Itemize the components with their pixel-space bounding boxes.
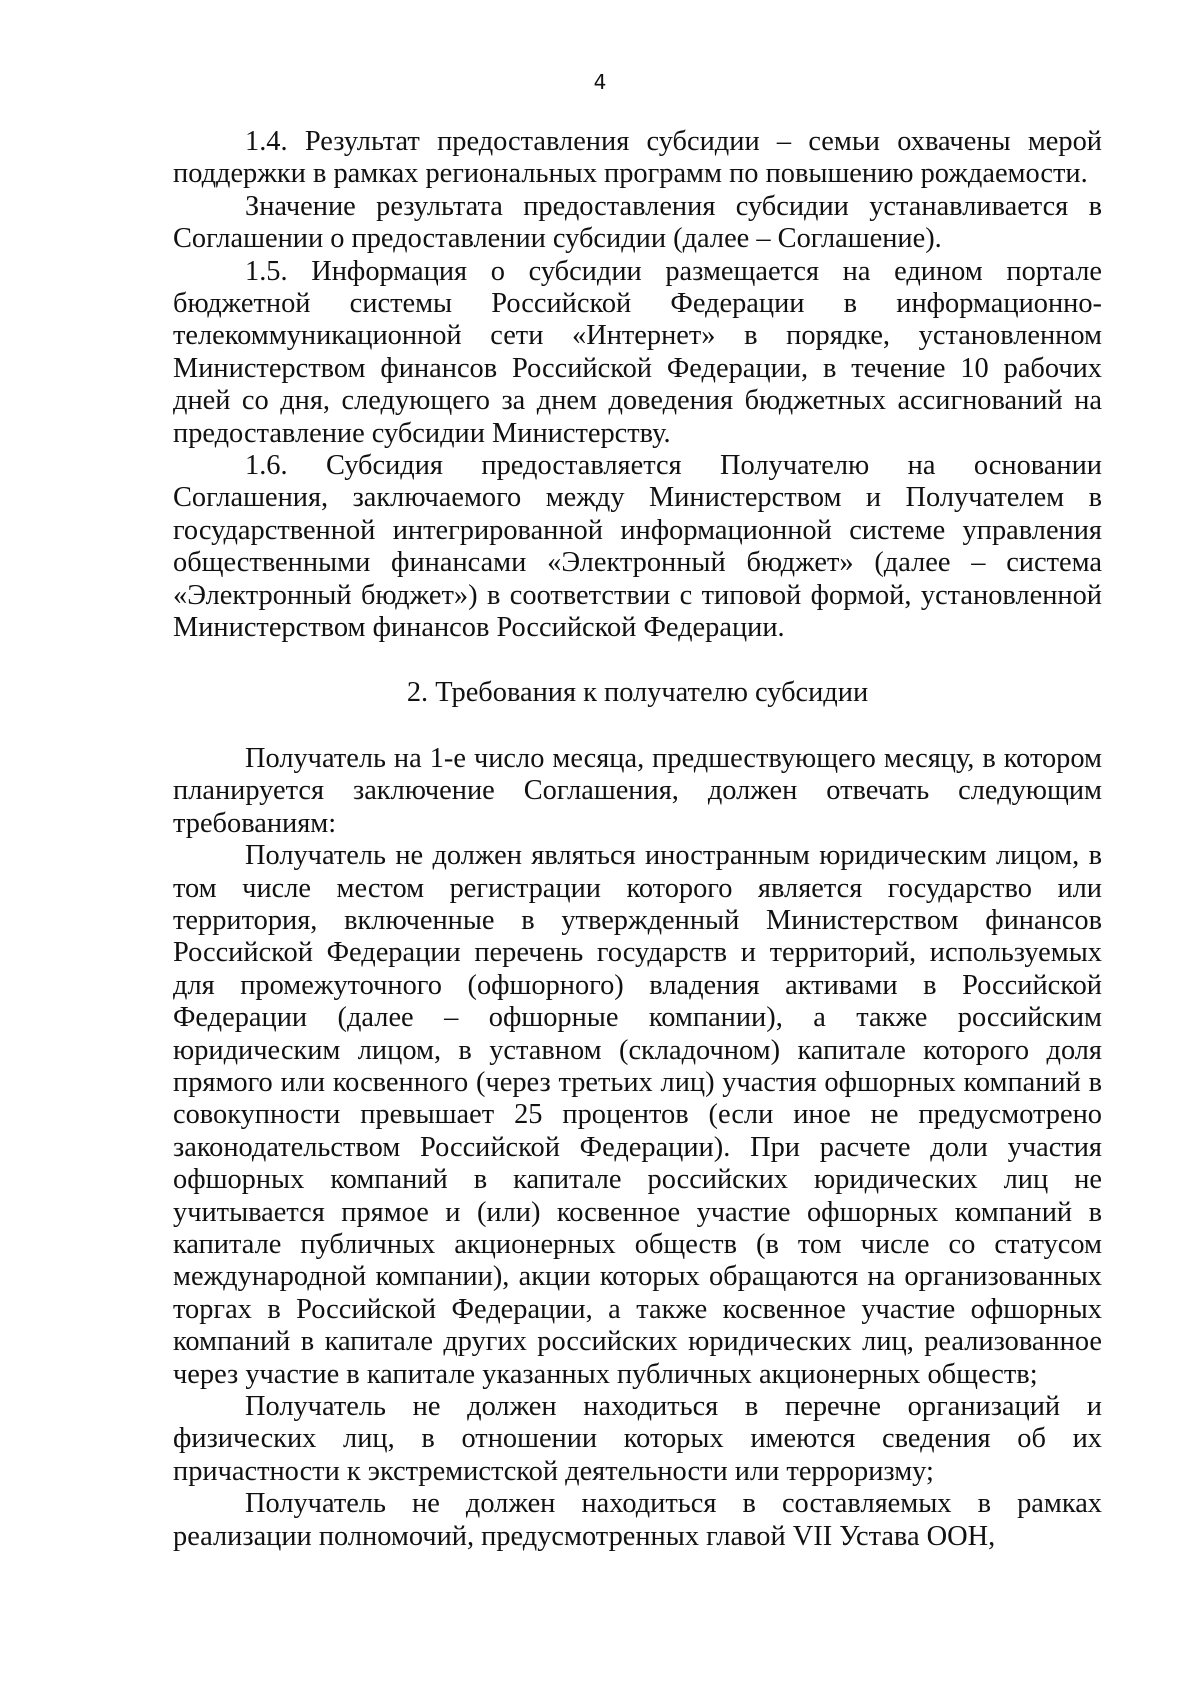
paragraph-1-6-subsidy: 1.6. Субсидия предоставляется Получателю на основании Соглашения, заключаемого между Министерством и Получателем в государственной интегрированной информационной системе управления общественными финансами «Электронный бюджет» (далее – система «Электронный бюджет») в соответствии с типовой формой, установленной Министерством финансов Российской Федерации. xyxy=(173,450,1102,644)
paragraph-1-4-result: 1.4. Результат предоставления субсидии – семьи охвачены мерой поддержки в рамках региональных программ по повышению рождаемости. xyxy=(173,126,1102,190)
paragraph-un-list-requirement: Получатель не должен находиться в составляемых в рамках реализации полномочий, предусмотренных главой VII Устава ООН, xyxy=(173,1488,1102,1552)
paragraph-result-value: Значение результата предоставления субсидии устанавливается в Соглашении о предоставлении субсидии (далее – Соглашение). xyxy=(173,190,1102,255)
page-number: 4 xyxy=(593,70,607,94)
section-heading-requirements: 2. Требования к получателю субсидии xyxy=(406,676,869,708)
paragraph-1-5-information: 1.5. Информация о субсидии размещается на едином портале бюджетной системы Российской Федерации в информационно-телекоммуникационной сети «Интернет» в порядке, установленном Министерством финансов Российской Федерации, в течение 10 рабочих дней со дня, следующего за днем доведения бюджетных ассигнований на предоставление субсидии Министерству. xyxy=(173,255,1102,449)
paragraph-offshore-requirement: Получатель не должен являться иностранным юридическим лицом, в том числе местом регистрации которого является государство или территория, включенные в утвержденный Министерством финансов Российской Федерации перечень государств и территорий, используемых для промежуточного (офшорного) владения активами в Российской Федерации (далее – офшорные компании), а также российским юридическим лицом, в уставном (складочном) капитале которого доля прямого или косвенного (через третьих лиц) участия офшорных компаний в совокупности превышает 25 процентов (если иное не предусмотрено законодательством Российской Федерации). При расчете доли участия офшорных компаний в капитале российских юридических лиц не учитывается прямое и (или) косвенное участие офшорных компаний в капитале публичных акционерных обществ (в том числе со статусом международной компании), акции которых обращаются на организованных торгах в Российской Федерации, а также косвенное участие офшорных компаний в капитале других российских юридических лиц, реализованное через участие в капитале указанных публичных акционерных обществ; xyxy=(173,840,1102,1390)
document-body xyxy=(173,126,1102,1553)
paragraph-extremism-requirement: Получатель не должен находиться в перечне организаций и физических лиц, в отношении которых имеются сведения об их причастности к экстремистской деятельности или терроризму; xyxy=(173,1391,1102,1487)
paragraph-requirements-intro: Получатель на 1-е число месяца, предшествующего месяцу, в котором планируется заключение Соглашения, должен отвечать следующим требованиям: xyxy=(173,742,1102,839)
